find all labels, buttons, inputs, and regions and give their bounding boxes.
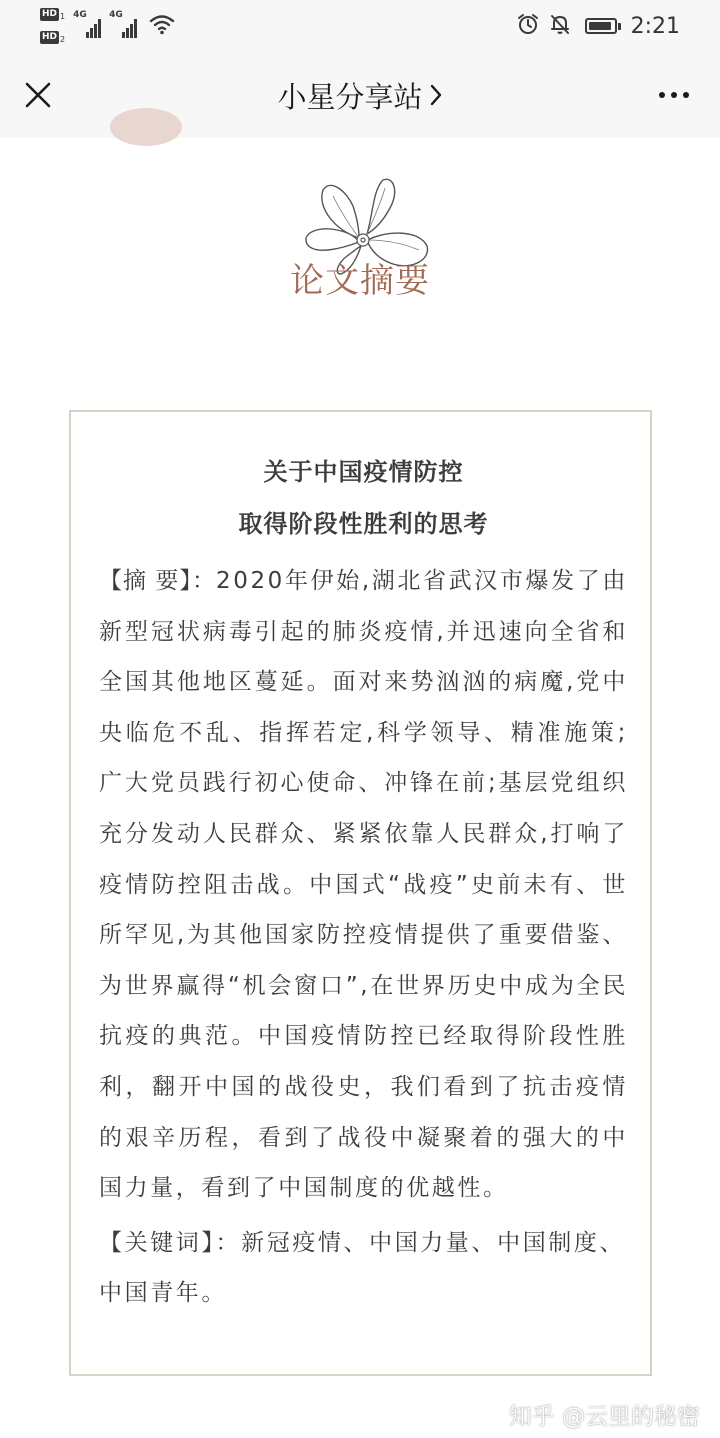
section-title: 论文摘要 — [290, 261, 430, 301]
hd1-badge: HD — [42, 9, 58, 19]
chevron-right-icon — [429, 83, 443, 107]
hd1-indicator — [40, 8, 65, 21]
more-button[interactable] — [652, 73, 696, 117]
signal-bars-icon — [85, 19, 101, 38]
account-name: 小星分享站 — [277, 79, 423, 114]
abstract-text: 2020年伊始,湖北省武汉市爆发了由新型冠状病毒引起的肺炎疫情,并迅速向全省和全国其他地区蔓延。面对来势汹汹的病魔,党中央临危不乱、指挥若定,科学领导、精准施策;广大党员践行初心使命、冲锋在前;基层党组织充分发动人民群众、紧紧依靠人民群众,打响了疫情防控阻击战。中国式“战疫”史前未有、世所罕见,为其他国家防控疫情提供了重要借鉴、为世界赢得“机会窗口”,在世界历史中成为全民抗疫的典范。中国疫情防控已经取得阶段性胜利，翻开中国的战役史，我们看到了抗击疫情的艰辛历程，看到了战役中凝聚着的强大的中国力量，看到了中国制度的优越性。 — [99, 568, 629, 1202]
wifi-icon — [149, 13, 175, 39]
status-time: 2:21 — [630, 13, 680, 39]
abstract-label: 【摘 要】： — [99, 568, 216, 594]
alarm-icon — [517, 13, 539, 39]
battery-icon — [585, 18, 621, 34]
status-bar — [0, 0, 720, 52]
article-content — [0, 138, 720, 1438]
hd2-indicator — [40, 31, 65, 44]
keywords-label: 【关键词】： — [99, 1229, 242, 1256]
hd2-badge: HD — [42, 32, 58, 42]
abstract-title-line2: 取得阶段性胜利的思考 — [238, 510, 489, 538]
status-right — [507, 0, 680, 52]
keywords-text: 新冠疫情、中国力量、中国制度、中国青年。 — [99, 1229, 626, 1307]
abstract-box — [69, 410, 652, 1376]
status-left — [40, 6, 175, 46]
signal-1 — [73, 10, 101, 38]
mute-bell-icon — [549, 13, 571, 39]
nav-bar — [0, 52, 720, 138]
more-dot — [683, 92, 689, 98]
zhihu-watermark: 知乎 @云里的秘密 — [508, 1404, 700, 1430]
hd1-num: 1 — [60, 12, 66, 21]
signal-bars-icon — [121, 19, 137, 38]
more-dot — [659, 92, 665, 98]
more-dot — [671, 92, 677, 98]
hd2-num: 2 — [60, 35, 66, 44]
signal-2 — [109, 10, 137, 38]
account-title-link[interactable] — [0, 52, 720, 138]
abstract-body — [99, 556, 628, 1214]
signal-1-label: 4G — [73, 10, 87, 20]
abstract-title-line1: 关于中国疫情防控 — [263, 458, 464, 486]
signal-2-label: 4G — [109, 10, 123, 20]
keywords — [99, 1218, 628, 1319]
decorative-circle — [110, 108, 182, 146]
hd-indicators — [40, 8, 65, 44]
